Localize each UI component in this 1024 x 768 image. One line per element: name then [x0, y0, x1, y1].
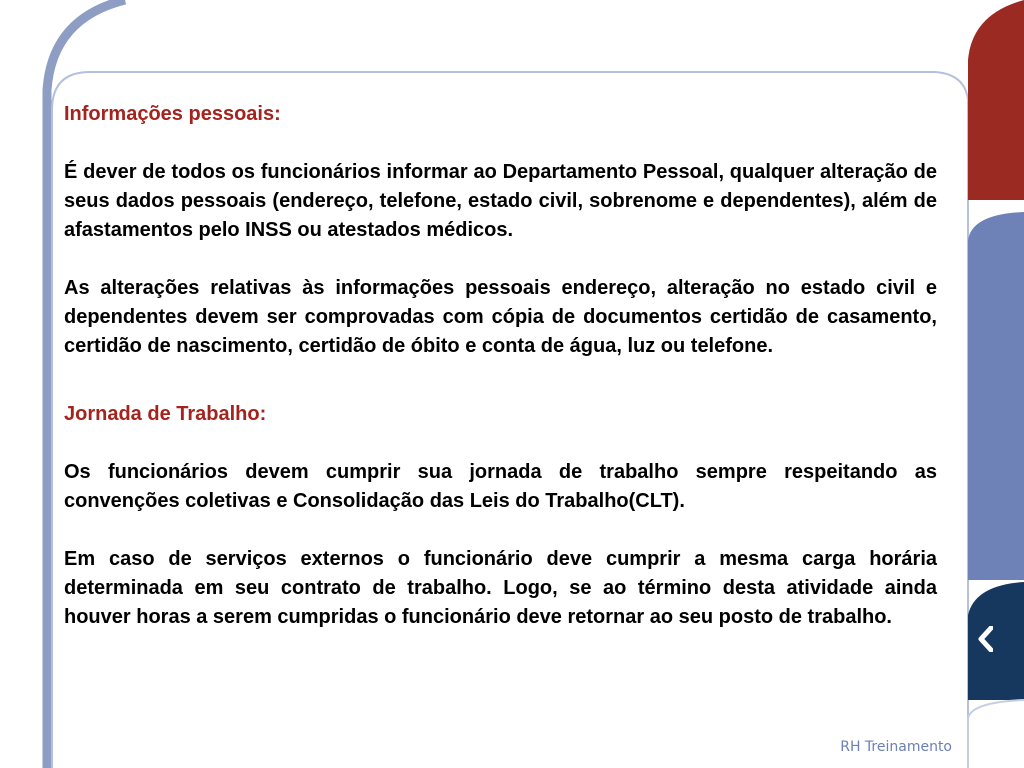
footer-label: RH Treinamento [840, 739, 952, 755]
slide-content [64, 100, 937, 632]
red-tab [968, 0, 1024, 200]
paragraph-update-data: É dever de todos os funcionários informar ao Departamento Pessoal, qualquer alteração de seus dados pessoais (endereço, telefone, estado civil, sobrenome e dependentes), além de afastamentos pelo INSS ou atestados médicos. [64, 161, 937, 241]
chevron-left-icon[interactable] [977, 626, 993, 652]
bottom-curve [968, 700, 1024, 768]
paragraph-work-schedule: Os funcionários devem cumprir sua jornada de trabalho sempre respeitando as convenções coletivas e Consolidação das Leis do Trabalho(CLT). [64, 461, 937, 512]
section-heading-work-schedule: Jornada de Trabalho: [64, 403, 267, 425]
paragraph-external-services: Em caso de serviços externos o funcionário deve cumprir a mesma carga horária determinada em seu contrato de trabalho. Logo, se ao término desta atividade ainda houver horas a serem cumpridas o funcionário deve retornar ao seu posto de trabalho. [64, 548, 937, 628]
blue-tab [968, 212, 1024, 580]
section-heading-personal-info: Informações pessoais: [64, 103, 281, 125]
paragraph-proof-documents: As alterações relativas às informações pessoais endereço, alteração no estado civil e dependentes devem ser comprovadas com cópia de documentos certidão de casamento, certidão de nascimento, certidão de óbito e conta de água, luz ou telefone. [64, 277, 937, 357]
